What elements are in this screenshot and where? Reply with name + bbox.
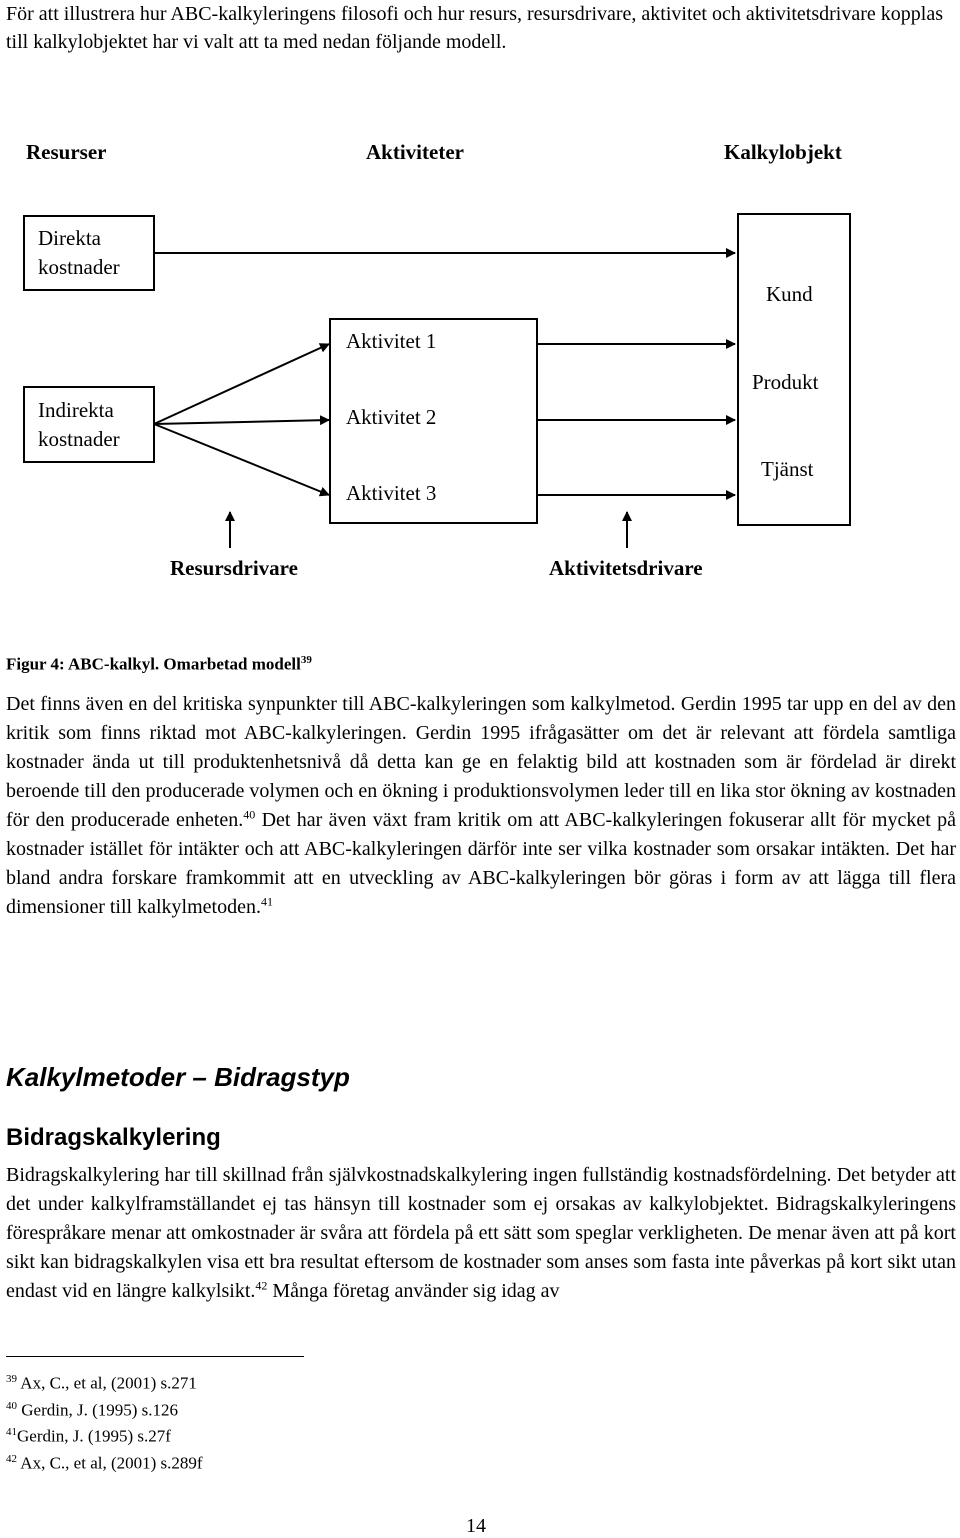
cost-object-produkt: Produkt bbox=[752, 370, 819, 394]
cost-object-kund: Kund bbox=[766, 282, 813, 306]
activity-3-label: Aktivitet 3 bbox=[346, 481, 437, 505]
footnote bbox=[6, 1395, 203, 1422]
footnote-ref-42: 42 bbox=[255, 1278, 268, 1293]
footnote-separator bbox=[6, 1356, 304, 1357]
figure-caption-text: Figur 4: ABC-kalkyl. Omarbetad modell bbox=[6, 654, 301, 674]
activity-driver-label: Aktivitetsdrivare bbox=[549, 556, 703, 580]
contribution-text-2: Många företag använder sig idag av bbox=[267, 1280, 560, 1302]
footnote-ref-41: 41 bbox=[260, 894, 273, 909]
direct-costs-label-1: Direkta bbox=[38, 226, 101, 250]
abc-model-diagram bbox=[0, 0, 960, 600]
criticism-paragraph bbox=[6, 690, 956, 922]
cost-object-tjanst: Tjänst bbox=[761, 457, 814, 481]
header-activities: Aktiviteter bbox=[366, 140, 464, 164]
resource-driver-label: Resursdrivare bbox=[170, 556, 298, 580]
figure-caption bbox=[6, 654, 312, 675]
header-cost-objects: Kalkylobjekt bbox=[724, 140, 842, 164]
direct-costs-label-2: kostnader bbox=[38, 255, 120, 279]
footnote-number: 40 bbox=[6, 1399, 17, 1412]
contribution-text-1: Bidragskalkylering har till skillnad från självkostnadskalkylering ingen fullständig kostnadsfördelning. Det betyder att det under kalkylframställandet ej tas hänsyn till kostnader som ej orsakas av kalkylobjektet. Bidragskalkyleringens förespråkare menar att omkostnader är svåra att fördela på ett sätt som speglar verkligheten. De menar även att på kort sikt kan bidragskalkylen visa ett bra resultat eftersom de kostnader som anses som fasta inte påverkas på kort sikt utan endast vid en längre kalkylsikt. bbox=[6, 1164, 956, 1302]
footnote bbox=[6, 1448, 203, 1475]
footnote-ref-40: 40 bbox=[243, 807, 256, 822]
criticism-text-1: Det finns även en del kritiska synpunkter till ABC-kalkyleringen som kalkylmetod. Gerdin 1995 tar upp en del av den kritik som finns riktad mot ABC-kalkyleringen. Gerdin 1995 ifrågasätter om det är relevant att fördela samtliga kostnader ända ut till produktenhetsnivå då detta kan ge en felaktig bild att kostnaden som är fördelad är direkt beroende till den producerade volymen och en ökning i produktionsvolymen leder till en lika stor ökning av kostnaden för den producerade enheten. bbox=[6, 693, 956, 831]
page-number: 14 bbox=[466, 1515, 486, 1537]
footnote-number: 41 bbox=[6, 1426, 17, 1439]
footnote-text: Gerdin, J. (1995) s.126 bbox=[17, 1400, 179, 1420]
footnote bbox=[6, 1368, 203, 1395]
indirect-costs-label-2: kostnader bbox=[38, 427, 120, 451]
subsection-heading: Bidragskalkylering bbox=[6, 1124, 221, 1151]
indirect-to-activity1-arrow bbox=[154, 344, 329, 424]
criticism-text-2: Det har även växt fram kritik om att ABC-kalkyleringen fokuserar allt för mycket på kostnader istället för intäkter och att ABC-kalkyleringen därför inte ser vilka kostnader som orsakar intäkten. Det har bland andra forskare framkommit att en utveckling av ABC-kalkyleringen bör göras i form av att lägga till flera dimensioner till kalkylmetoden. bbox=[6, 809, 956, 918]
footnote bbox=[6, 1421, 203, 1448]
section-heading: Kalkylmetoder – Bidragstyp bbox=[6, 1062, 350, 1092]
contribution-paragraph bbox=[6, 1161, 956, 1306]
header-resources: Resurser bbox=[26, 140, 107, 164]
footnote-text: Ax, C., et al, (2001) s.289f bbox=[17, 1453, 203, 1473]
footnote-number: 42 bbox=[6, 1452, 17, 1465]
figure-caption-ref: 39 bbox=[300, 654, 312, 666]
intro-paragraph: För att illustrera hur ABC-kalkyleringens filosofi och hur resurs, resursdrivare, aktivitet och aktivitetsdrivare kopplas till kalkylobjektet har vi valt att ta med nedan följande modell. bbox=[6, 3, 943, 53]
indirect-to-activity2-arrow bbox=[154, 420, 329, 424]
footnote-number: 39 bbox=[6, 1373, 17, 1385]
indirect-to-activity3-arrow bbox=[154, 424, 329, 495]
footnote-text: Ax, C., et al, (2001) s.271 bbox=[17, 1373, 197, 1393]
footnote-text: Gerdin, J. (1995) s.27f bbox=[17, 1426, 171, 1446]
activity-1-label: Aktivitet 1 bbox=[346, 329, 437, 353]
footnotes bbox=[6, 1368, 203, 1475]
activity-2-label: Aktivitet 2 bbox=[346, 405, 437, 429]
indirect-costs-label-1: Indirekta bbox=[38, 398, 114, 422]
